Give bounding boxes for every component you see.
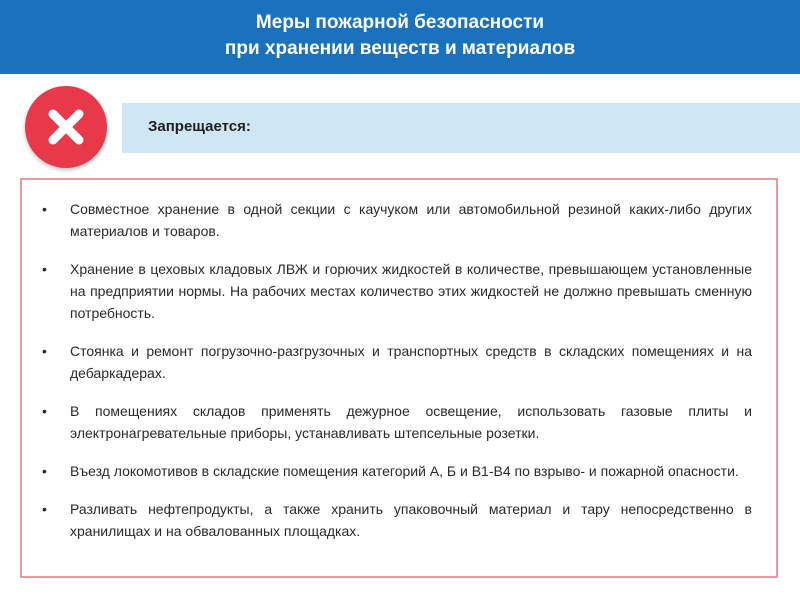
bullet-icon: • bbox=[42, 403, 47, 419]
bullet-icon: • bbox=[42, 343, 47, 359]
bullet-icon: • bbox=[42, 463, 47, 479]
forbidden-cross-icon bbox=[25, 86, 107, 168]
page-title-line-2: при хранении веществ и материалов bbox=[224, 38, 576, 59]
rule-text: Совместное хранение в одной секции с каучуком или автомобильной резиной каких-либо других материалов и товаров. bbox=[70, 201, 752, 239]
rule-item bbox=[22, 400, 776, 444]
rules-list bbox=[22, 198, 776, 542]
rule-text: Стоянка и ремонт погрузочно-разгрузочных и транспортных средств в складских помещениях и на дебаркадерах. bbox=[70, 343, 752, 381]
page-header bbox=[0, 0, 800, 74]
rule-item bbox=[22, 498, 776, 542]
rules-box bbox=[20, 178, 778, 578]
bullet-icon: • bbox=[42, 501, 47, 517]
rule-item bbox=[22, 460, 776, 482]
rule-text: В помещениях складов применять дежурное освещение, использовать газовые плиты и электронагревательные приборы, устанавливать штепсельные розетки. bbox=[70, 403, 752, 441]
rule-item bbox=[22, 198, 776, 242]
rule-item bbox=[22, 340, 776, 384]
rule-item bbox=[22, 258, 776, 324]
page-title-line-1: Меры пожарной безопасности bbox=[255, 12, 545, 33]
rule-text: Хранение в цеховых кладовых ЛВЖ и горючих жидкостей в количестве, превышающем установленные на предприятии нормы. На рабочих местах количество этих жидкостей не должно превышать сменную потребность. bbox=[70, 261, 752, 321]
prohibited-label-bar bbox=[122, 103, 800, 153]
rule-text: Разливать нефтепродукты, а также хранить упаковочный материал и тару непосредственно в хранилищах и на обвалованных площадках. bbox=[70, 501, 752, 539]
bullet-icon: • bbox=[42, 261, 47, 277]
rule-text: Въезд локомотивов в складские помещения категорий А, Б и В1-В4 по взрыво- и пожарной опасности. bbox=[70, 463, 739, 479]
prohibited-label: Запрещается: bbox=[148, 118, 251, 135]
bullet-icon: • bbox=[42, 201, 47, 217]
